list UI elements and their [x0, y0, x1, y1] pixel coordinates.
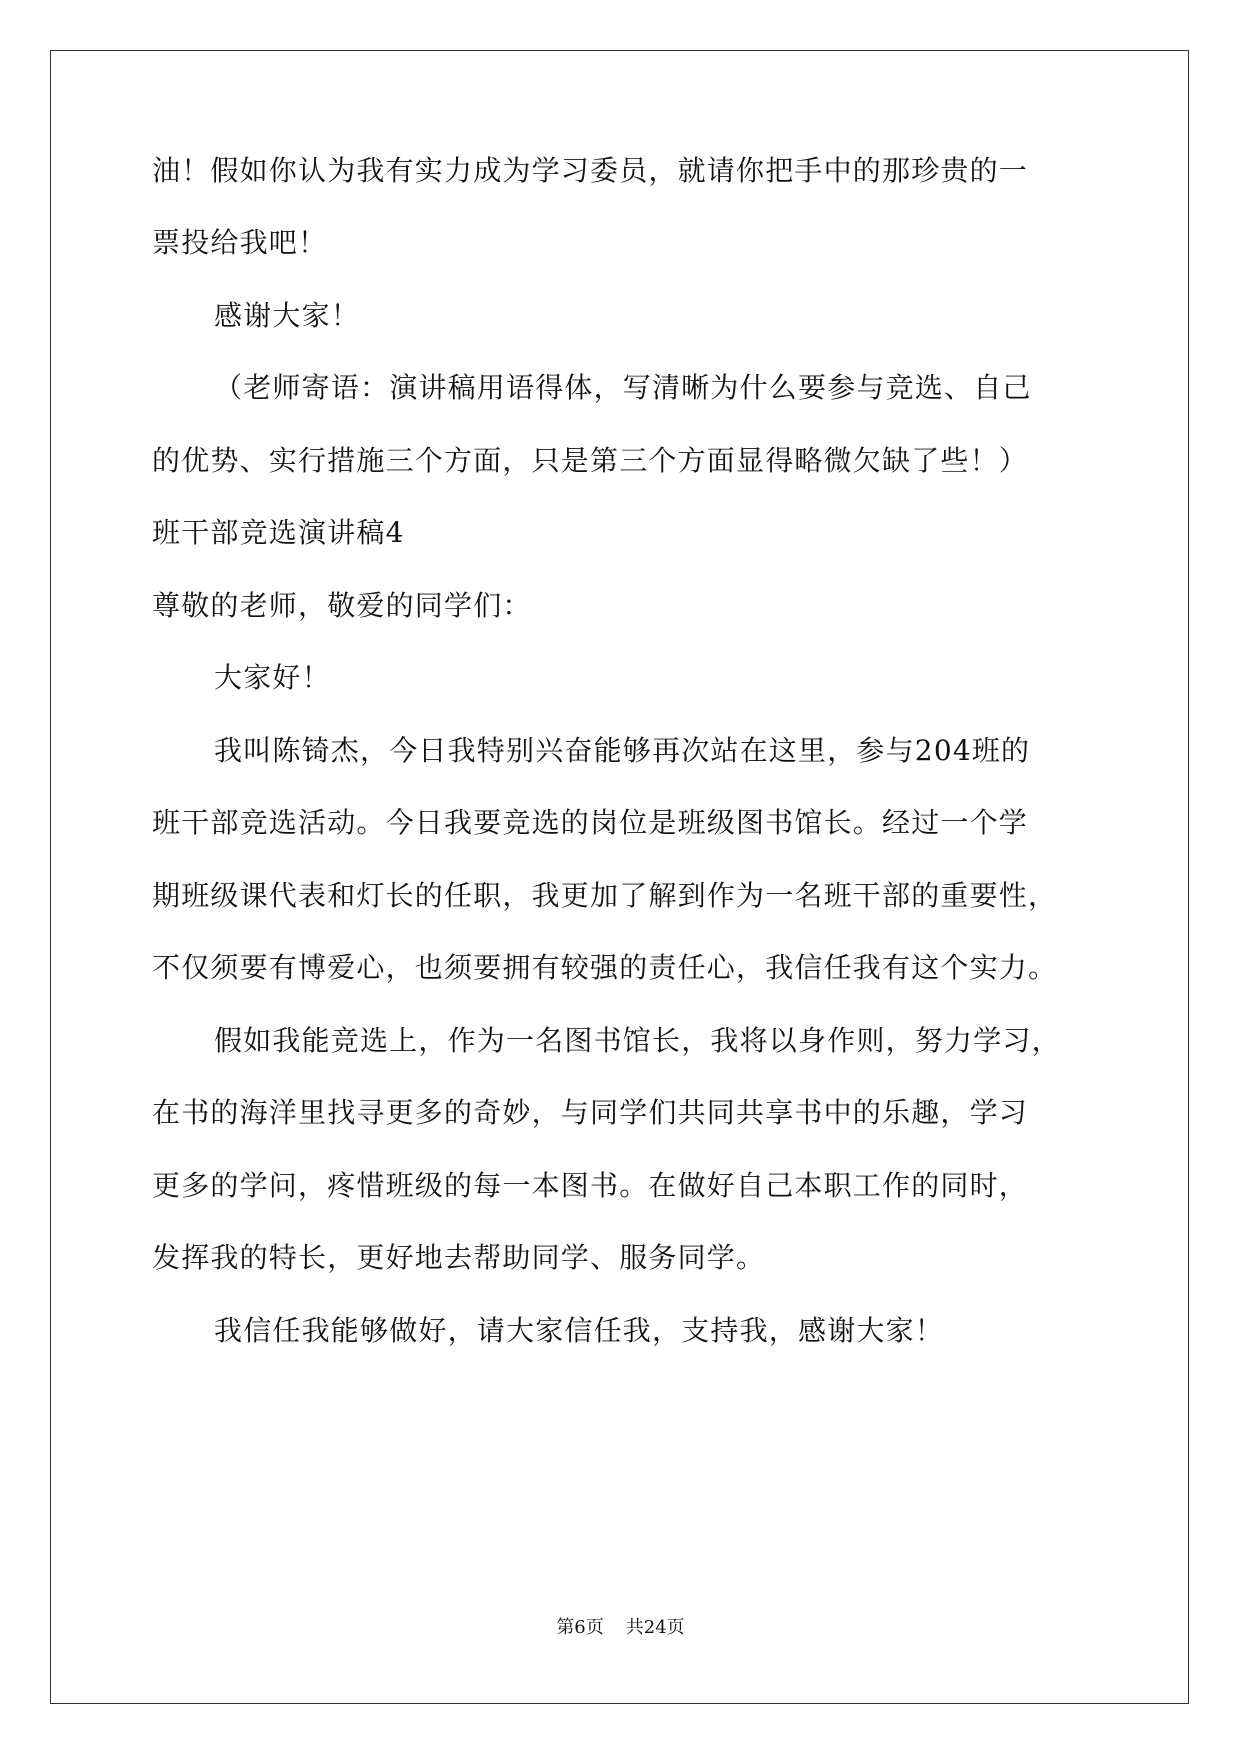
greeting: 大家好！: [214, 661, 331, 694]
section-heading: 班干部竞选演讲稿4: [152, 516, 405, 549]
page-number: 第6页: [556, 1617, 604, 1638]
page-footer: [0, 1616, 1241, 1640]
paragraph-line: （老师寄语：演讲稿用语得体，写清晰为什么要参与竞选、自己: [214, 371, 1032, 404]
paragraph-line: 在书的海洋里找寻更多的奇妙，与同学们共同共享书中的乐趣，学习: [152, 1096, 1029, 1129]
salutation: 尊敬的老师，敬爱的同学们：: [152, 589, 532, 622]
paragraph-line: 班干部竞选活动。今日我要竞选的岗位是班级图书馆长。经过一个学: [152, 806, 1029, 839]
paragraph-line: 期班级课代表和灯长的任职，我更加了解到作为一名班干部的重要性，: [152, 879, 1058, 912]
paragraph-line: 我叫陈锜杰，今日我特别兴奋能够再次站在这里，参与204班的: [214, 734, 1031, 767]
paragraph-line: 发挥我的特长，更好地去帮助同学、服务同学。: [152, 1241, 766, 1274]
paragraph-line: 感谢大家！: [214, 299, 361, 332]
paragraph-line: 我信任我能够做好，请大家信任我，支持我，感谢大家！: [214, 1314, 945, 1347]
paragraph-line: 票投给我吧！: [152, 226, 328, 259]
paragraph-line: 不仅须要有博爱心，也须要拥有较强的责任心，我信任我有这个实力。: [152, 951, 1058, 984]
paragraph-line: 更多的学问，疼惜班级的每一本图书。在做好自己本职工作的同时，: [152, 1169, 1029, 1202]
page-total: 共24页: [625, 1617, 685, 1638]
paragraph-line: 的优势、实行措施三个方面，只是第三个方面显得略微欠缺了些！）: [152, 444, 1029, 477]
paragraph-line: 假如我能竞选上，作为一名图书馆长，我将以身作则，努力学习，: [214, 1024, 1061, 1057]
paragraph-line: 油！假如你认为我有实力成为学习委员，就请你把手中的那珍贵的一: [152, 154, 1029, 187]
